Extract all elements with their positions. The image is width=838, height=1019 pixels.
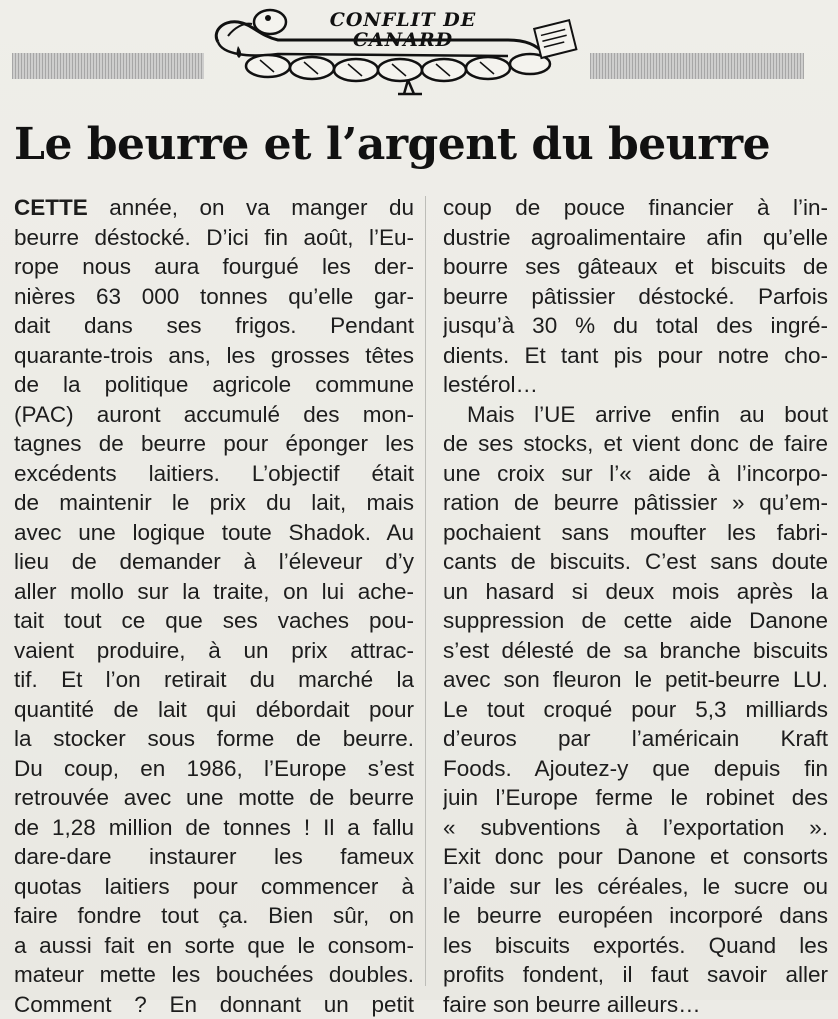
text-line: quantité de lait qui débordait pour [14, 695, 414, 725]
text-line: Mais l’UE arrive enfin au bout [443, 400, 828, 430]
text-line: aller mollo sur la traite, on lui ache- [14, 577, 414, 607]
text-line: le beurre européen incorporé dans [443, 901, 828, 931]
section-logo [208, 2, 584, 98]
text-line: « subventions à l’exportation ». [443, 813, 828, 843]
header-rule-left [12, 53, 204, 79]
lead-word: CETTE [14, 195, 88, 220]
text-line: a aussi fait en sorte que le consom- [14, 931, 414, 961]
text-line: dustrie agroalimentaire afin qu’elle [443, 223, 828, 253]
text-line: un hasard si deux mois après la [443, 577, 828, 607]
text-line: vaient produire, à un prix attrac- [14, 636, 414, 666]
logo-text-line2: CANARD [308, 30, 498, 50]
text-line: rope nous aura fourgué les der- [14, 252, 414, 282]
text-line: CETTE année, on va manger du [14, 193, 414, 223]
text-line: beurre pâtissier déstocké. Parfois [443, 282, 828, 312]
text-line: avec une logique toute Shadok. Au [14, 518, 414, 548]
text-line: faire fondre tout ça. Bien sûr, on [14, 901, 414, 931]
text-line: ration de beurre pâtissier » qu’em- [443, 488, 828, 518]
text-line: d’euros par l’américain Kraft [443, 724, 828, 754]
text-line: de la politique agricole commune [14, 370, 414, 400]
text-line: quotas laitiers pour commencer à [14, 872, 414, 902]
text-line: retrouvée avec une motte de beurre [14, 783, 414, 813]
text-line: nières 63 000 tonnes qu’elle gar- [14, 282, 414, 312]
text-line: suppression de cette aide Danone [443, 606, 828, 636]
text-line: Foods. Ajoutez-y que depuis fin [443, 754, 828, 784]
text-line: excédents laitiers. L’objectif était [14, 459, 414, 489]
text-line: Exit donc pour Danone et consorts [443, 842, 828, 872]
text-line: quarante-trois ans, les grosses têtes [14, 341, 414, 371]
text-line: tif. Et l’on retirait du marché la [14, 665, 414, 695]
logo-text-line1: CONFLIT DE [308, 10, 498, 30]
header-rule-right [590, 53, 804, 79]
text-line: Le tout croqué pour 5,3 milliards [443, 695, 828, 725]
text-line: cants de biscuits. C’est sans doute [443, 547, 828, 577]
text-line: l’aide sur les céréales, le sucre ou [443, 872, 828, 902]
text-line: Du coup, en 1986, l’Europe s’est [14, 754, 414, 784]
text-line: dare-dare instaurer les fameux [14, 842, 414, 872]
text-line: lestérol… [443, 370, 828, 400]
article-headline: Le beurre et l’argent du beurre [14, 118, 814, 172]
text-line: (PAC) auront accumulé des mon- [14, 400, 414, 430]
article-column-right [443, 193, 828, 1019]
text-line: lieu de demander à l’éleveur d’y [14, 547, 414, 577]
text-line: tait tout ce que ses vaches pou- [14, 606, 414, 636]
text-line: bourre ses gâteaux et biscuits de [443, 252, 828, 282]
text-line: de maintenir le prix du lait, mais [14, 488, 414, 518]
text-line: dait dans ses frigos. Pendant [14, 311, 414, 341]
text-line: avec son fleuron le petit-beurre LU. [443, 665, 828, 695]
text-line: jusqu’à 30 % du total des ingré- [443, 311, 828, 341]
text-line: dients. Et tant pis pour notre cho- [443, 341, 828, 371]
text-line: Comment ? En donnant un petit [14, 990, 414, 1019]
text-line: les biscuits exportés. Quand les [443, 931, 828, 961]
text-line: beurre déstocké. D’ici fin août, l’Eu- [14, 223, 414, 253]
text-line: pochaient sans moufter les fabri- [443, 518, 828, 548]
text-line: s’est délesté de sa branche biscuits [443, 636, 828, 666]
text-line: la stocker sous forme de beurre. [14, 724, 414, 754]
text-line: mateur mette les bouchées doubles. [14, 960, 414, 990]
column-divider [425, 196, 426, 986]
text-line: une croix sur l’« aide à l’incorpo- [443, 459, 828, 489]
text-line: faire son beurre ailleurs… [443, 990, 828, 1019]
text-line: profits fondent, il faut savoir aller [443, 960, 828, 990]
text-line: coup de pouce financier à l’in- [443, 193, 828, 223]
text-line: de 1,28 million de tonnes ! Il a fallu [14, 813, 414, 843]
text-line: de ses stocks, et vient donc de faire [443, 429, 828, 459]
text-line: juin l’Europe ferme le robinet des [443, 783, 828, 813]
article-column-left [14, 193, 414, 1019]
text-line: tagnes de beurre pour éponger les [14, 429, 414, 459]
